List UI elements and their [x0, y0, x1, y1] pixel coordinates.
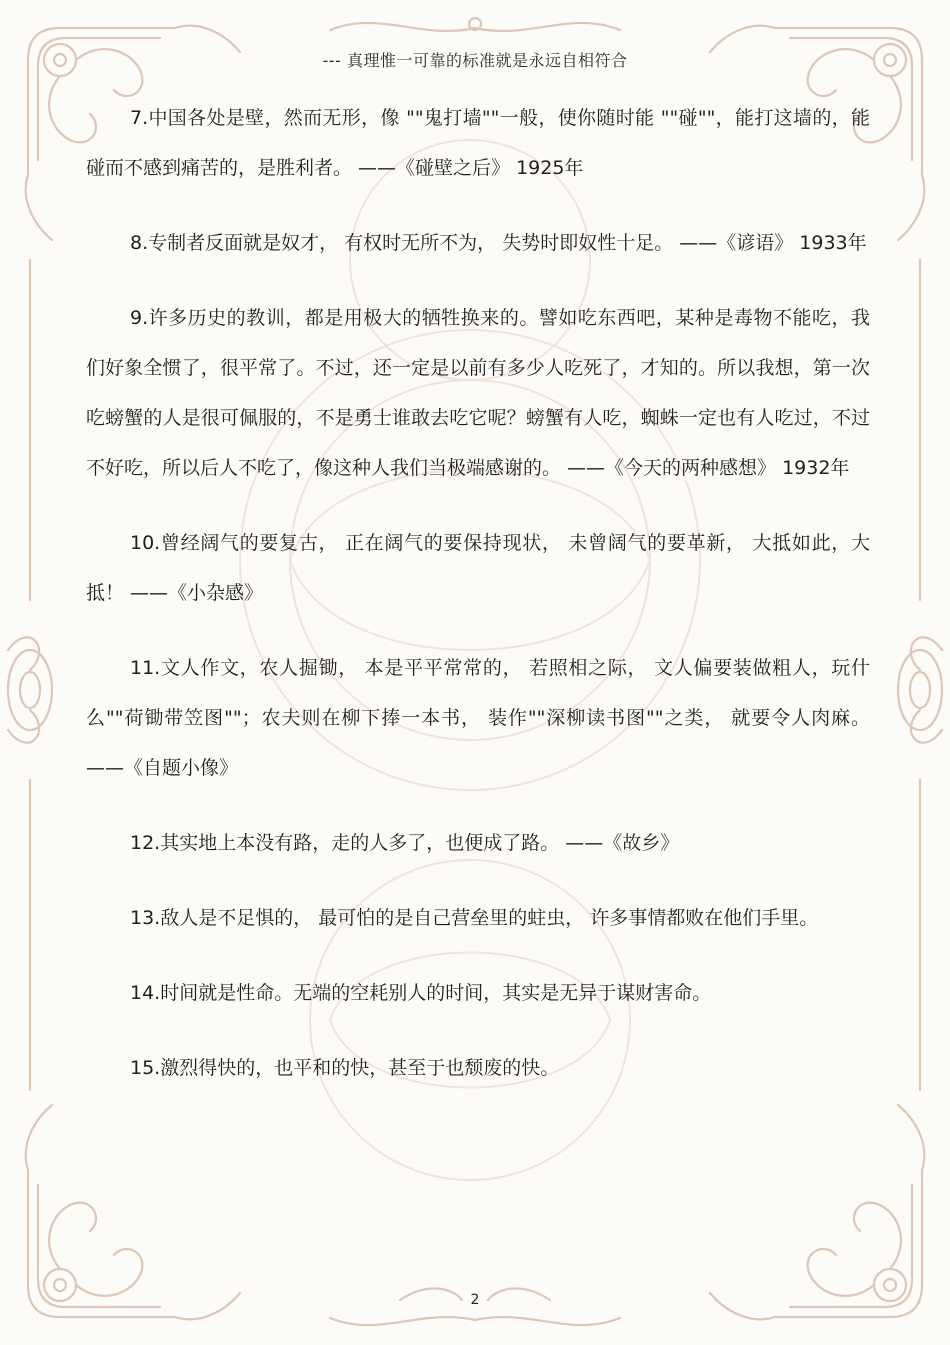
quote-item: 9.许多历史的教训，都是用极大的牺牲换来的。譬如吃东西吧，某种是毒物不能吃，我们好象全惯了，很平常了。不过，还一定是以前有多少人吃死了，才知的。所以我想，第一次吃螃蟹的人是很可佩服的，不是勇士谁敢去吃它呢？螃蟹有人吃，蜘蛛一定也有人吃过，不过不好吃，所以后人不吃了，像这种人我们当极端感谢的。 ——《今天的两种感想》 1932年	[86, 307, 870, 479]
quote-item: 7.中国各处是壁，然而无形，像 ""鬼打墙""一般，使你随时能 ""碰""，能打这墙的，能碰而不感到痛苦的，是胜利者。 ——《碰壁之后》 1925年	[86, 107, 870, 179]
page-header: --- 真理惟一可靠的标准就是永远自相符合	[322, 51, 628, 70]
quote-item: 10.曾经阔气的要复古， 正在阔气的要保持现状， 未曾阔气的要革新， 大抵如此，大抵！ ——《小杂感》	[86, 532, 870, 604]
quote-item: 11.文人作文，农人掘锄， 本是平平常常的， 若照相之际， 文人偏要装做粗人，玩什么""荷锄带笠图""；农夫则在柳下捧一本书， 装作""深柳读书图""之类， 就要令人肉麻。 ——《自题小像》	[86, 657, 870, 779]
top-center-ornament	[330, 18, 620, 31]
quote-item: 12.其实地上本没有路，走的人多了，也便成了路。 ——《故乡》	[130, 832, 680, 854]
side-ornament-left	[8, 260, 52, 1090]
quote-item: 8.专制者反面就是奴才， 有权时无所不为， 失势时即奴性十足。 ——《谚语》 1933年	[130, 232, 867, 254]
page-number: 2	[470, 1292, 480, 1308]
side-ornament-right	[898, 260, 942, 1090]
quote-item: 15.激烈得快的，也平和的快，甚至于也颓废的快。	[130, 1057, 560, 1079]
corner-ornament-bottom-right	[710, 1105, 924, 1319]
quote-item: 13.敌人是不足惧的， 最可怕的是自己营垒里的蛀虫， 许多事情都败在他们手里。	[130, 907, 819, 929]
corner-ornament-bottom-left	[26, 1105, 240, 1319]
quote-list	[86, 93, 870, 1118]
quote-item: 14.时间就是性命。无端的空耗别人的时间，其实是无异于谋财害命。	[130, 982, 712, 1004]
